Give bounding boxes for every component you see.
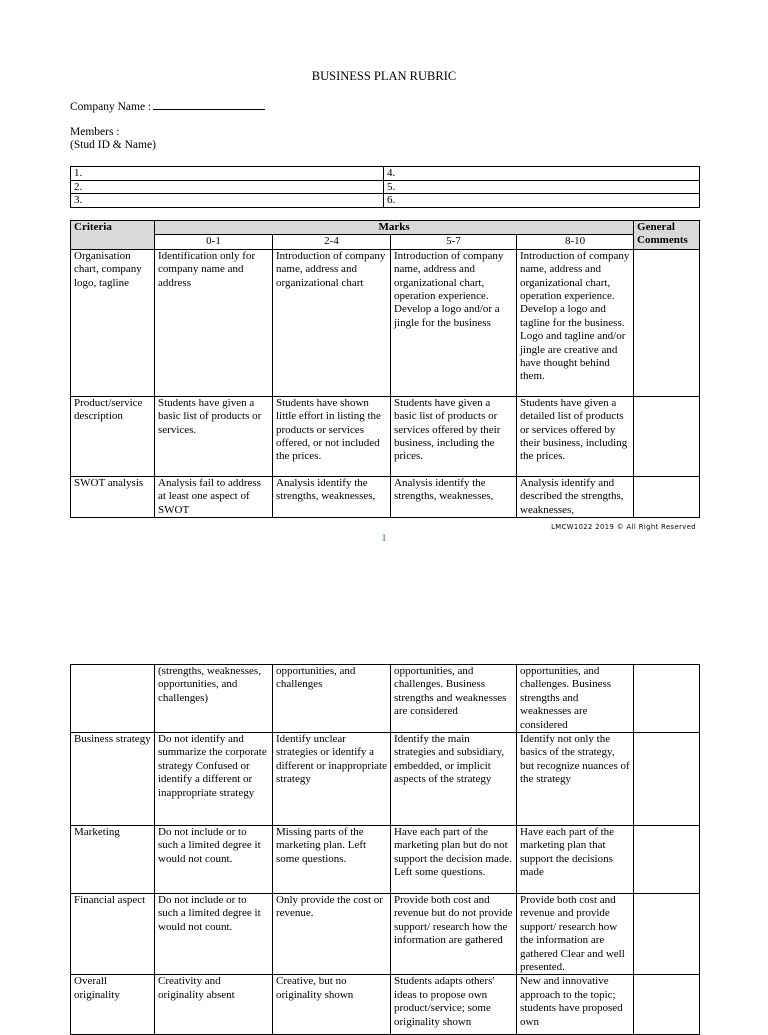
band-label: 2-4 — [273, 235, 391, 249]
members-label-block — [70, 126, 156, 152]
rubric-cell: Students have given a basic list of products or services offered by their business, including the prices. — [391, 396, 517, 476]
criteria-cell: SWOT analysis — [71, 476, 155, 517]
company-name-field — [70, 99, 265, 114]
member-slot[interactable]: 6. — [384, 194, 700, 208]
members-row — [71, 194, 700, 208]
company-name-label: Company Name : — [70, 101, 152, 113]
rubric-cell: opportunities, and challenges. Business strengths and weaknesses are considered — [517, 665, 634, 733]
rubric-cell: Analysis identify the strengths, weaknesses, — [273, 476, 391, 517]
rubric-cell: Introduction of company name, address and organizational chart — [273, 249, 391, 396]
members-row — [71, 180, 700, 194]
rubric-row — [71, 975, 700, 1035]
comment-cell[interactable] — [634, 975, 700, 1035]
criteria-cell: Product/service description — [71, 396, 155, 476]
rubric-cell: Introduction of company name, address and organizational chart, operation experience. Develop a logo and/or a jingle for the business — [391, 249, 517, 396]
member-slot[interactable]: 3. — [71, 194, 384, 208]
criteria-cell: Organisation chart, company logo, tagline — [71, 249, 155, 396]
rubric-cell: Identify not only the basics of the strategy, but recognize nuances of the strategy — [517, 733, 634, 826]
band-label: 5-7 — [391, 235, 517, 249]
criteria-cell — [71, 665, 155, 733]
general-comments-header: General Comments — [634, 221, 700, 250]
document-title: BUSINESS PLAN RUBRIC — [311, 69, 457, 83]
rubric-cell: opportunities, and challenges — [273, 665, 391, 733]
rubric-cell: Only provide the cost or revenue. — [273, 894, 391, 975]
rubric-cell: Introduction of company name, address and organizational chart, operation experience. Develop a logo and tagline for the business. Logo and tagline and/or jingle are creative and have thought behind them. — [517, 249, 634, 396]
members-sublabel: (Stud ID & Name) — [70, 139, 156, 151]
rubric-row — [71, 894, 700, 975]
member-slot[interactable]: 5. — [384, 180, 700, 194]
criteria-cell: Overall originality — [71, 975, 155, 1035]
members-table — [70, 166, 700, 208]
rubric-cell: Provide both cost and revenue but do not provide support/ research how the information are gathered — [391, 894, 517, 975]
rubric-row — [71, 396, 700, 476]
rubric-cell: New and innovative approach to the topic; students have proposed own — [517, 975, 634, 1035]
rubric-cell: opportunities, and challenges. Business strengths and weaknesses are considered — [391, 665, 517, 733]
member-slot[interactable]: 4. — [384, 167, 700, 181]
member-slot[interactable]: 2. — [71, 180, 384, 194]
comment-cell[interactable] — [634, 733, 700, 826]
rubric-header-row — [71, 221, 700, 235]
rubric-cell: Analysis identify the strengths, weaknesses, — [391, 476, 517, 517]
rubric-table-page1 — [70, 220, 700, 518]
comment-cell[interactable] — [634, 249, 700, 396]
rubric-row — [71, 733, 700, 826]
rubric-row — [71, 249, 700, 396]
band-label: 0-1 — [155, 235, 273, 249]
comment-cell[interactable] — [634, 894, 700, 975]
rubric-table-page2 — [70, 664, 700, 1035]
rubric-row — [71, 826, 700, 894]
members-row — [71, 167, 700, 181]
rubric-cell: Students have shown little effort in listing the products or services offered, or not included the prices. — [273, 396, 391, 476]
rubric-cell: Creativity and originality absent — [155, 975, 273, 1035]
page-number: 1 — [381, 532, 387, 544]
bands-row — [71, 235, 700, 249]
rubric-cell: Do not include or to such a limited degree it would not count. — [155, 894, 273, 975]
marks-header: Marks — [155, 221, 634, 235]
comment-cell[interactable] — [634, 826, 700, 894]
comment-cell[interactable] — [634, 476, 700, 517]
rubric-cell: Creative, but no originality shown — [273, 975, 391, 1035]
rubric-cell: Identification only for company name and address — [155, 249, 273, 396]
rubric-cell: Identify the main strategies and subsidiary, embedded, or implicit aspects of the strategy — [391, 733, 517, 826]
criteria-cell: Financial aspect — [71, 894, 155, 975]
rubric-cell: Have each part of the marketing plan that support the decisions made — [517, 826, 634, 894]
rubric-cell: Have each part of the marketing plan but do not support the decision made. Left some questions. — [391, 826, 517, 894]
rubric-cell: Analysis fail to address at least one aspect of SWOT — [155, 476, 273, 517]
criteria-cell: Business strategy — [71, 733, 155, 826]
band-label: 8-10 — [517, 235, 634, 249]
rubric-cell: Do not identify and summarize the corporate strategy Confused or identify a different or inappropriate strategy — [155, 733, 273, 826]
rubric-cell: Analysis identify and described the strengths, weaknesses, — [517, 476, 634, 517]
member-slot[interactable]: 1. — [71, 167, 384, 181]
rubric-cell: Do not include or to such a limited degree it would not count. — [155, 826, 273, 894]
rubric-row — [71, 665, 700, 733]
criteria-cell: Marketing — [71, 826, 155, 894]
rubric-cell: Students have given a detailed list of products or services offered by their business, including the prices. — [517, 396, 634, 476]
criteria-header: Criteria — [71, 221, 155, 250]
rubric-cell: Missing parts of the marketing plan. Left some questions. — [273, 826, 391, 894]
rubric-cell: (strengths, weaknesses, opportunities, and challenges) — [155, 665, 273, 733]
members-label: Members : — [70, 126, 120, 138]
rubric-cell: Students have given a basic list of products or services. — [155, 396, 273, 476]
rubric-cell: Students adapts others' ideas to propose own product/service; some originality shown — [391, 975, 517, 1035]
rubric-cell: Provide both cost and revenue and provide support/ research how the information are gathered Clear and well presented. — [517, 894, 634, 975]
company-name-blank-line[interactable] — [153, 99, 265, 110]
rubric-row — [71, 476, 700, 517]
copyright-footer: LMCW1022 2019 © All Right Reserved — [551, 523, 696, 531]
comment-cell[interactable] — [634, 396, 700, 476]
rubric-cell: Identify unclear strategies or identify a different or inappropriate strategy — [273, 733, 391, 826]
comment-cell[interactable] — [634, 665, 700, 733]
